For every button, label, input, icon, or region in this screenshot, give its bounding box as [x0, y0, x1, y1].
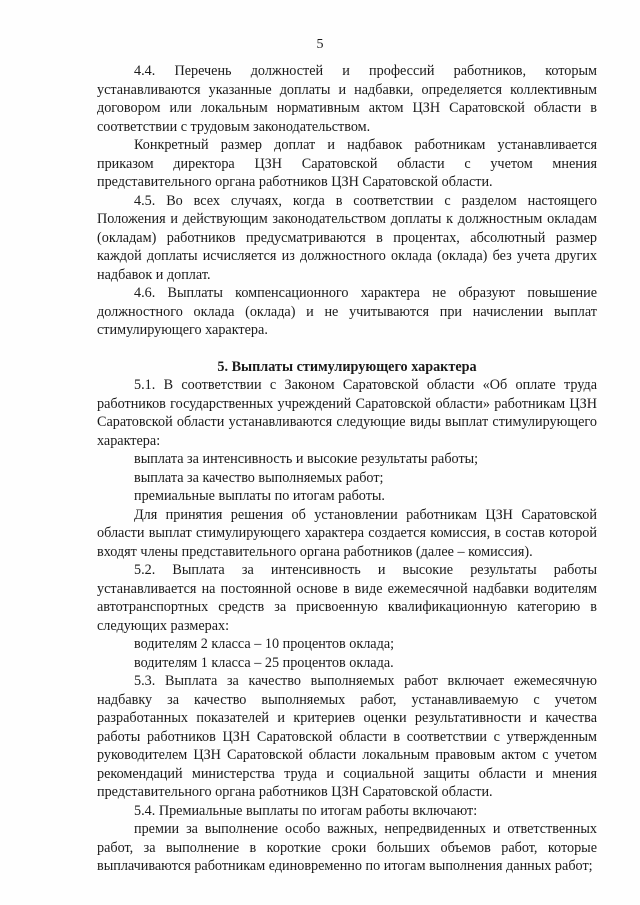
paragraph-4-5: 4.5. Во всех случаях, когда в соответствии с разделом настоящего Положения и действующим законодательством доплаты к должностным окладам (окладам) работников предусматриваются в процентах, абсолютный размер каждой доплаты исчисляется из должностного оклада (оклада) без учета других надбавок и доплат.	[97, 192, 597, 283]
page-number: 5	[316, 37, 324, 52]
paragraph-4-4: 4.4. Перечень должностей и профессий работников, которым устанавливаются указанные доплаты и надбавки, определяется коллективным договором или локальным нормативным актом ЦЗН Саратовской области в соответствии с трудовым законодательством.	[97, 63, 597, 135]
list-item: выплата за качество выполняемых работ;	[134, 469, 384, 486]
document-body	[97, 62, 597, 876]
list-item: водителям 1 класса – 25 процентов оклада.	[134, 654, 394, 671]
paragraph-5-4: 5.4. Премиальные выплаты по итогам работы включают:	[134, 802, 478, 819]
paragraph-5-1: 5.1. В соответствии с Законом Саратовской области «Об оплате труда работников государственных учреждений Саратовской области» работникам ЦЗН Саратовской области устанавливаются следующие виды выплат стимулирующего характера:	[97, 377, 597, 449]
section-heading: 5. Выплаты стимулирующего характера	[217, 358, 477, 375]
paragraph-4-6: 4.6. Выплаты компенсационного характера не образуют повышение должностного оклада (оклада) и не учитываются при начислении выплат стимулирующего характера.	[97, 285, 597, 338]
paragraph-commission: Для принятия решения об установлении работникам ЦЗН Саратовской области выплат стимулирующего характера создается комиссия, в состав которой входят члены представительного органа работников (далее – комиссия).	[97, 506, 597, 560]
list-item: водителям 2 класса – 10 процентов оклада;	[134, 636, 395, 652]
paragraph-bonus-items: премии за выполнение особо важных, непредвиденных и ответственных работ, за выполнение в короткие сроки больших объемов работ, которые выплачиваются работникам единовременно по итогам выполнения данных работ;	[97, 821, 597, 874]
list-item: премиальные выплаты по итогам работы.	[134, 488, 385, 504]
paragraph-5-2: 5.2. Выплата за интенсивность и высокие результаты работы устанавливается на постоянной основе в виде ежемесячной надбавки водителям автотранспортных средств за присвоенную квалификационную категорию в следующих размерах:	[97, 562, 597, 634]
paragraph-bonus-size: Конкретный размер доплат и надбавок работникам устанавливается приказом директора ЦЗН Саратовской области с учетом мнения представительного органа работников ЦЗН Саратовской области.	[97, 137, 597, 190]
list-item: выплата за интенсивность и высокие результаты работы;	[134, 451, 479, 467]
paragraph-5-3: 5.3. Выплата за качество выполняемых работ включает ежемесячную надбавку за качество выполняемых работ, устанавливаемую с учетом разработанных показателей и критериев оценки результативности и качества работы работников ЦЗН Саратовской области в соответствии с утвержденным руководителем ЦЗН Саратовской области локальным правовым актом с учетом рекомендаций министерства труда и социальной защиты области и мнения представительного органа работников ЦЗН Саратовской области.	[97, 673, 597, 800]
